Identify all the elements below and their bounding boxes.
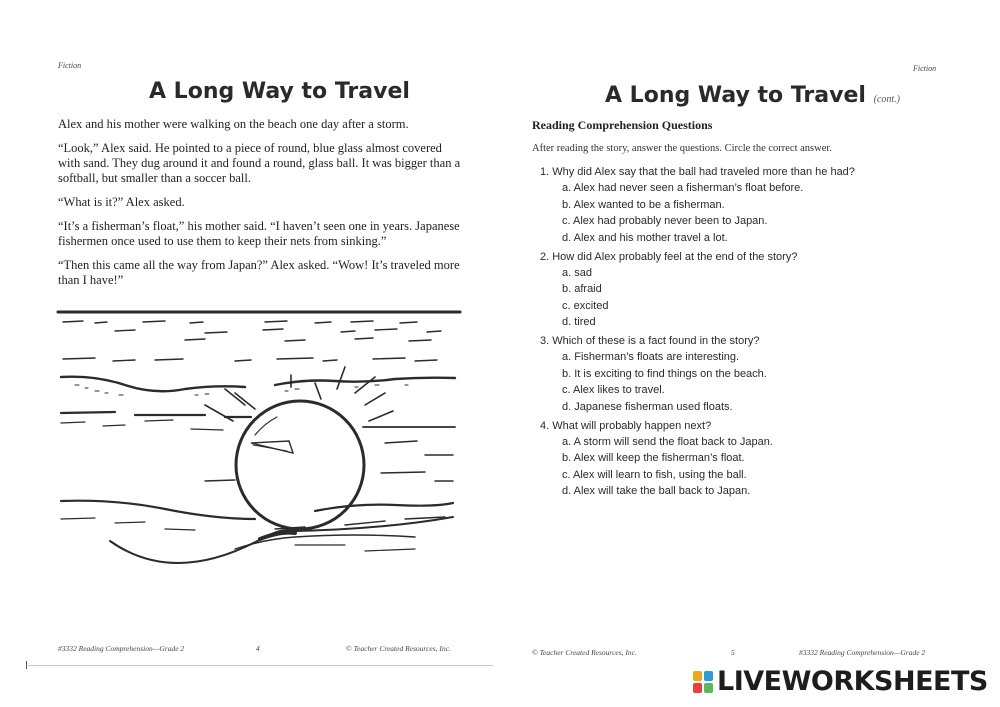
question-2 [540, 251, 900, 329]
question-1 [540, 166, 900, 244]
question-4 [540, 420, 900, 498]
page-edge-mark [26, 661, 27, 669]
question-4-option-c[interactable]: c. Alex will learn to fish, using the ball. [562, 468, 747, 481]
left-footer-page-number: 4 [256, 644, 260, 653]
question-4-option-b[interactable]: b. Alex will keep the fisherman’s float. [562, 452, 745, 464]
story-paragraph-1: Alex and his mother were walking on the beach one day after a storm. [58, 117, 409, 131]
question-1-option-a[interactable]: a. Alex had never seen a fisherman’s float before. [562, 182, 804, 194]
left-page-title: A Long Way to Travel [149, 79, 410, 104]
question-2-option-d[interactable]: d. tired [562, 316, 596, 328]
liveworksheets-logo [693, 666, 988, 697]
question-1-text: 1. Why did Alex say that the ball had traveled more than he had? [540, 166, 855, 178]
question-3-option-d[interactable]: d. Japanese fisherman used floats. [562, 400, 733, 413]
fishermans-float-illustration [55, 305, 465, 590]
question-2-text: 2. How did Alex probably feel at the end of the story? [540, 250, 798, 263]
question-3-option-a[interactable]: a. Fisherman’s floats are interesting. [562, 351, 740, 363]
title-continued-label: (cont.) [873, 94, 900, 105]
right-footer-book: #3332 Reading Comprehension—Grade 2 [799, 648, 926, 657]
question-3-text: 3. Which of these is a fact found in the story? [540, 335, 760, 347]
question-3 [540, 335, 900, 413]
question-2-option-c[interactable]: c. excited [562, 299, 609, 312]
right-section-label: Fiction [913, 64, 937, 73]
questions-heading: Reading Comprehension Questions [532, 118, 713, 132]
right-page-title-text: A Long Way to Travel [605, 83, 866, 108]
story-paragraph-3: “What is it?” Alex asked. [58, 195, 185, 209]
question-2-option-a[interactable]: a. sad [562, 266, 592, 279]
instructions: After reading the story, answer the questions. Circle the correct answer. [532, 143, 832, 154]
left-footer-publisher: © Teacher Created Resources, Inc. [346, 644, 451, 653]
story-paragraph-2: “Look,” Alex said. He pointed to a piece of round, blue glass almost covered with sand. They dug around it and found a round, glass ball. It was bigger than a softball, but smaller than a soccer ball. [58, 141, 461, 185]
question-4-text: 4. What will probably happen next? [540, 419, 712, 432]
left-footer-book: #3332 Reading Comprehension—Grade 2 [58, 644, 185, 653]
question-1-option-d[interactable]: d. Alex and his mother travel a lot. [562, 231, 728, 244]
question-list [540, 166, 900, 504]
left-section-label: Fiction [58, 61, 82, 70]
right-footer-publisher: © Teacher Created Resources, Inc. [532, 648, 637, 657]
story-paragraph-5: “Then this came all the way from Japan?” Alex asked. “Wow! It’s traveled more than I have!” [58, 258, 460, 287]
question-2-option-b[interactable]: b. afraid [562, 283, 602, 295]
liveworksheets-logo-text: LIVEWORKSHEETS [717, 666, 988, 697]
right-page-title [605, 83, 900, 108]
right-footer-page-number: 5 [731, 648, 735, 657]
question-4-option-a[interactable]: a. A storm will send the float back to Japan. [562, 435, 773, 448]
question-1-option-c[interactable]: c. Alex had probably never been to Japan. [562, 215, 768, 227]
question-4-option-d[interactable]: d. Alex will take the ball back to Japan. [562, 485, 751, 497]
question-3-option-b[interactable]: b. It is exciting to find things on the beach. [562, 367, 767, 380]
question-3-option-c[interactable]: c. Alex likes to travel. [562, 384, 665, 396]
page-edge-line [28, 665, 493, 666]
story-text [58, 117, 463, 297]
story-paragraph-4: “It’s a fisherman’s float,” his mother said. “I haven’t seen one in years. Japanese fishermen once used to use them to keep their nets from sinking.” [58, 219, 460, 248]
liveworksheets-logo-icon [693, 671, 713, 693]
question-1-option-b[interactable]: b. Alex wanted to be a fisherman. [562, 198, 725, 211]
